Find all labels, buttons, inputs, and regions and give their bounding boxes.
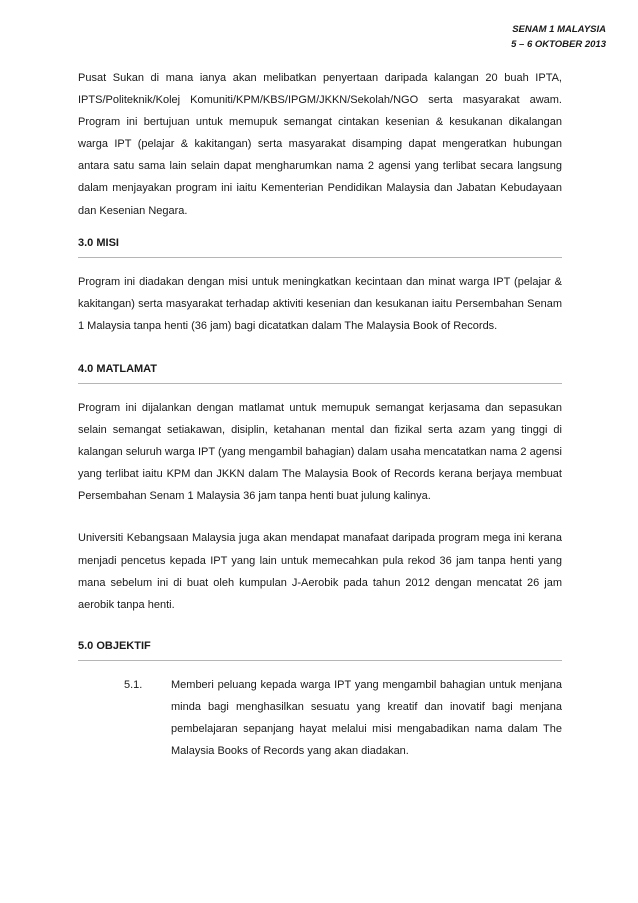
matlamat-divider xyxy=(78,383,562,384)
matlamat-heading: 4.0 MATLAMAT xyxy=(78,362,158,375)
objective-number: 5.1. xyxy=(124,678,143,691)
objektif-heading: 5.0 OBJEKTIF xyxy=(78,639,151,652)
misi-heading: 3.0 MISI xyxy=(78,236,119,249)
objective-text: Memberi peluang kepada warga IPT yang mengambil bahagian untuk menjana minda bagi menghasilkan sesuatu yang kreatif dan inovatif bagi menjana pembelajaran sepanjang hayat melalui misi mengabadikan nama dalam The Malaysia Books of Records yang akan diadakan. xyxy=(171,678,562,758)
misi-divider xyxy=(78,257,562,258)
misi-paragraph: Program ini diadakan dengan misi untuk meningkatkan kecintaan dan minat warga IPT (pelajar & kakitangan) serta masyarakat terhadap aktiviti kesenian dan kesukanan iaitu Persembahan Senam 1 Malaysia tanpa henti (36 jam) bagi dicatatkan dalam The Malaysia Book of Records. xyxy=(78,275,562,332)
intro-paragraph: Pusat Sukan di mana ianya akan melibatkan penyertaan daripada kalangan 20 buah IPTA, IPTS/Politeknik/Kolej Komuniti/KPM/KBS/IPGM/JKKN/Sekolah/NGO serta masyarakat awam. Program ini bertujuan untuk memupuk semangat cintakan kesenian & kesukanan dikalangan warga IPT (pelajar & kakitangan) serta masyarakat disamping dapat mengeratkan hubungan antara satu sama lain selain dapat mengharumkan nama 2 agensi yang terlibat secara langsung dalam menjayakan program ini iaitu Kementerian Pendidikan Malaysia dan Jabatan Kebudayaan dan Kesenian Negara. xyxy=(78,72,562,217)
document-body xyxy=(78,67,562,762)
header-event-date: 5 – 6 OKTOBER 2013 xyxy=(511,39,606,50)
objektif-divider xyxy=(78,660,562,661)
objective-item xyxy=(124,674,562,762)
header-event-title: SENAM 1 MALAYSIA xyxy=(512,24,606,35)
page-header xyxy=(511,22,606,52)
matlamat-paragraph-2: Universiti Kebangsaan Malaysia juga akan mendapat manafaat daripada program mega ini kerana menjadi pencetus kepada IPT yang lain untuk memecahkan pula rekod 36 jam tanpa henti yang mana sebelum ini di buat oleh kumpulan J-Aerobik pada tahun 2012 dengan mencatat 26 jam aerobik tanpa henti. xyxy=(78,532,562,611)
matlamat-paragraph-1: Program ini dijalankan dengan matlamat untuk memupuk semangat kerjasama dan sepasukan selain semangat setiakawan, disiplin, ketahanan mental dan fizikal serta azam yang tinggi di kalangan seluruh warga IPT (yang mengambil bahagian) dalam usaha mencatatkan nama 2 agensi yang terlibat iaitu KPM dan JKKN dalam The Malaysia Book of Records kerana berjaya membuat Persembahan Senam 1 Malaysia 36 jam tanpa henti buat julung kalinya. xyxy=(78,401,562,503)
